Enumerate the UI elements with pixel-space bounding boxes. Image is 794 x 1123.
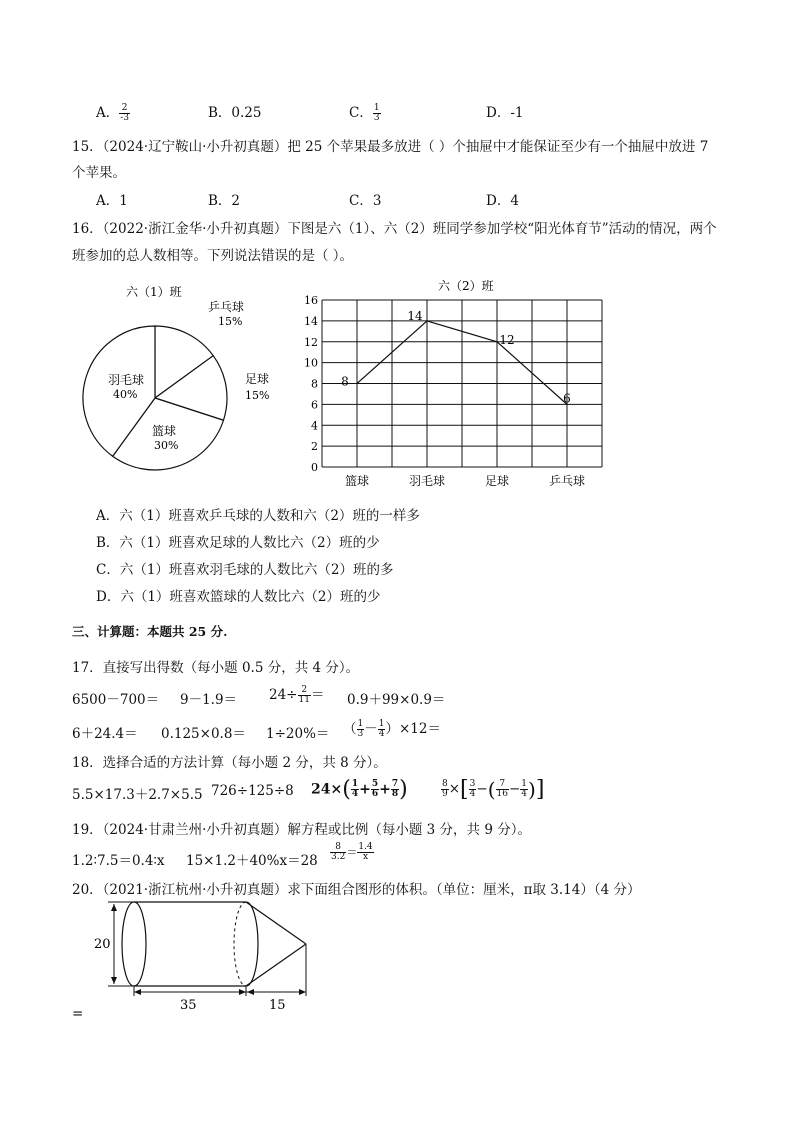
q15-stem-line1: 15．（2024·辽宁鞍山·小升初真题）把 25 个苹果最多放进（ ）个抽屉中才能保证至少有一个抽屉中放进 7	[72, 139, 709, 155]
cylinder-cone-figure	[70, 896, 330, 1014]
q18-expr-2: 726÷125÷8	[211, 783, 294, 799]
line-ytick-label: 12	[304, 335, 318, 349]
q18-expr-4: $\frac{8}{9}$ ×[ $\frac{3}{4}$ −( $\frac{7}{16}$ − $\frac{1}{4}$ )]	[442, 777, 545, 802]
q17-expr-3: 24÷ $\frac{2}{11}$ ＝	[269, 685, 325, 705]
line-title: 六（2）班	[438, 279, 494, 293]
section3-heading: 三、计算题：本题共 25 分.	[72, 624, 228, 639]
line-data-label: 14	[407, 308, 423, 323]
pie-value-2: 30%	[154, 439, 179, 452]
line-ytick-label: 8	[311, 377, 318, 391]
line-ytick-label: 6	[311, 398, 318, 412]
q17-title: 17．直接写出得数（每小题 0.5 分，共 4 分）。	[72, 660, 360, 676]
line-ytick-label: 4	[311, 419, 318, 433]
line-xtick-label: 篮球	[344, 474, 370, 488]
q17-expr-8: （ $\frac{1}{3}$ － $\frac{1}{4}$ ）×12＝	[343, 719, 441, 739]
pie-label-3: 羽毛球	[108, 373, 145, 387]
line-point	[496, 341, 498, 343]
line-ytick-label: 0	[311, 461, 318, 474]
line-point	[356, 383, 358, 385]
line-data-label: 12	[499, 332, 515, 347]
q17-expr-5: 6＋24.4＝	[72, 726, 138, 742]
line-data-label: 6	[563, 391, 571, 406]
dim-length: 35	[180, 998, 197, 1013]
line-ytick-label: 2	[311, 440, 318, 454]
q14-option-a: A． $\frac{2}{-3}$	[96, 103, 130, 123]
pie-title: 六（1）班	[126, 285, 182, 299]
q17-expr-2: 9－1.9＝	[180, 692, 238, 708]
pie-chart	[80, 278, 300, 478]
pie-value-3: 40%	[113, 388, 138, 401]
q16-option-a: A．六（1）班喜欢乒乓球的人数和六（2）班的一样多	[96, 508, 420, 524]
q17-expr-4: 0.9＋99×0.9＝	[347, 692, 446, 708]
q17-expr-6: 0.125×0.8＝	[161, 726, 246, 742]
q16-option-d: D．六（1）班喜欢篮球的人数比六（2）班的少	[96, 589, 381, 605]
q16-option-c: C．六（1）班喜欢羽毛球的人数比六（2）班的多	[96, 562, 394, 578]
q15-option-c: C．3	[349, 193, 382, 209]
line-xtick-label: 足球	[484, 474, 510, 488]
q18-title: 18．选择合适的方法计算（每小题 2 分，共 8 分）。	[72, 755, 387, 771]
q14-option-c: C． $\frac{1}{3}$	[349, 103, 380, 123]
pie-value-1: 15%	[245, 389, 270, 402]
q15-option-d: D．4	[486, 193, 519, 209]
dim-cone: 15	[269, 998, 286, 1013]
q15-option-a: A．1	[96, 193, 128, 209]
q15-option-b: B．2	[208, 193, 241, 209]
line-data-label: 8	[341, 374, 349, 389]
q19-title: 19．（2024·甘肃兰州·小升初真题）解方程或比例（每小题 3 分，共 9 分）。	[72, 822, 531, 838]
q19-expr-2: 15×1.2＋40%x＝28	[186, 853, 318, 869]
q18-expr-3: 24×( $\frac{1}{4}$ + $\frac{5}{6}$ + $\frac{7}{8}$ )	[311, 777, 408, 802]
line-chart	[300, 274, 610, 492]
q14-option-b: B．0.25	[208, 105, 262, 121]
q16-option-b: B．六（1）班喜欢足球的人数比六（2）班的少	[96, 535, 380, 551]
pie-value-0: 15%	[218, 315, 243, 328]
line-xtick-label: 乒乓球	[548, 474, 586, 488]
q16-stem-line2: 班参加的总人数相等。下列说法错误的是（ ）。	[72, 248, 354, 264]
q17-expr-7: 1÷20%＝	[266, 726, 330, 742]
line-ytick-label: 14	[304, 314, 318, 328]
pie-label-1: 足球	[245, 372, 270, 386]
line-point	[426, 320, 428, 322]
q20-answer-line: =	[72, 1006, 84, 1022]
q20-title: 20．（2021·浙江杭州·小升初真题）求下面组合图形的体积。（单位：厘米，π取 3.14）（4 分）	[72, 882, 641, 898]
line-ytick-label: 16	[304, 294, 318, 307]
q16-stem-line1: 16．（2022·浙江金华·小升初真题）下图是六（1）、六（2）班同学参加学校“阳光体育节”活动的情况，两个	[72, 221, 717, 237]
dim-diameter: 20	[94, 937, 111, 952]
q15-stem-line2: 个苹果。	[72, 165, 126, 181]
pie-label-0: 乒乓球	[208, 300, 245, 314]
line-xtick-label: 羽毛球	[408, 474, 446, 488]
q18-expr-1: 5.5×17.3＋2.7×5.5	[72, 787, 203, 803]
q17-expr-1: 6500－700＝	[72, 692, 160, 708]
q19-expr-3: $\frac{8}{3.2}$ ＝ $\frac{1.4}{x}$	[331, 842, 373, 862]
q19-expr-1: 1.2∶7.5＝0.4∶x	[72, 853, 165, 869]
q14-option-d: D．-1	[486, 105, 524, 121]
line-ytick-label: 10	[304, 356, 318, 370]
pie-label-2: 篮球	[152, 424, 177, 438]
